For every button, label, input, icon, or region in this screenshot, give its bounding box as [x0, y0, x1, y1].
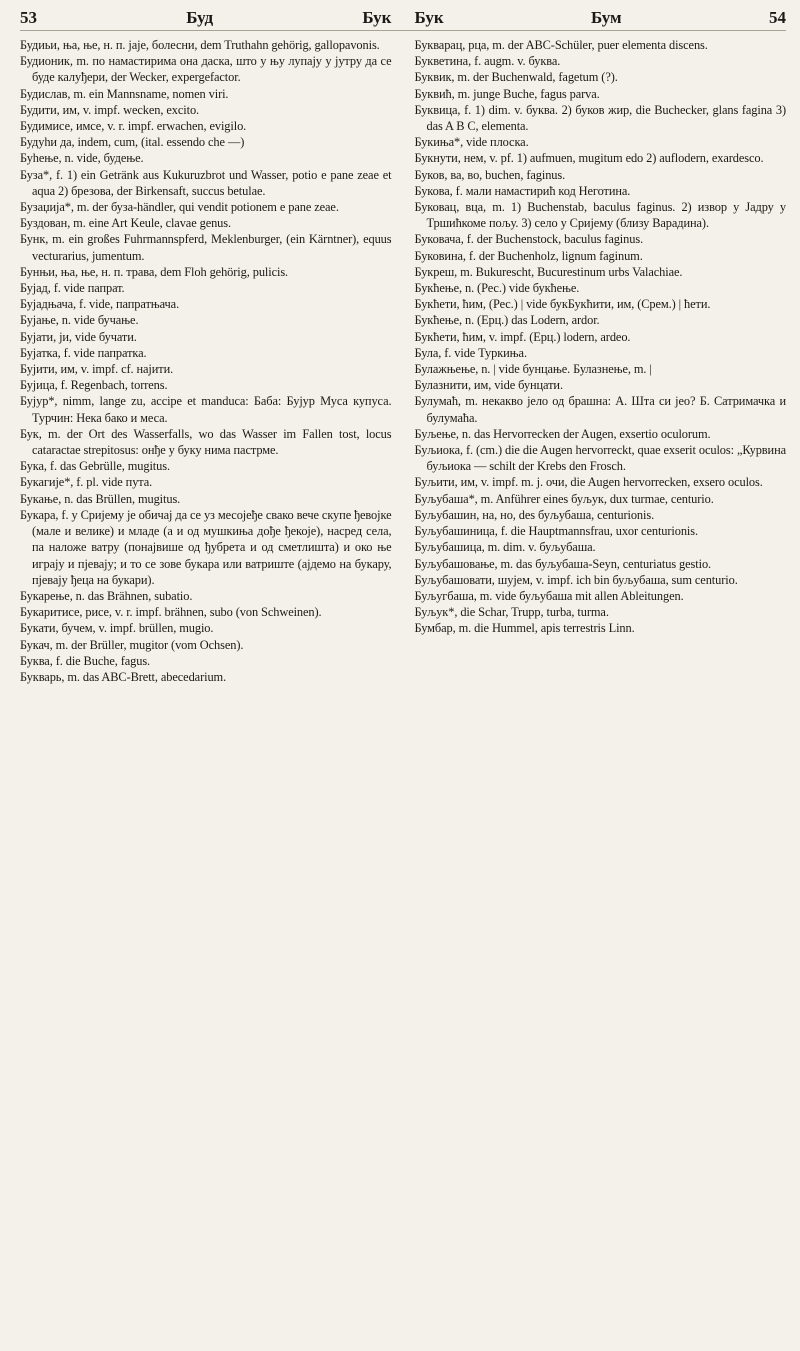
- dictionary-entry: Бујање, n. vide бучање.: [20, 313, 139, 328]
- guide-word-left-last: Бук: [362, 8, 392, 27]
- dictionary-entry: Буљење, n. das Hervorrecken der Augen, exsertio oculorum.: [414, 426, 711, 441]
- dictionary-entry: Буљубашин, на, но, des буљубаша, centurionis.: [414, 507, 655, 522]
- dictionary-entry: Буhење, n. vide, будење.: [20, 151, 144, 166]
- dictionary-entry: Була, f. vide Туркиња.: [414, 345, 527, 360]
- dictionary-entry: Буљити, им, v. impf. m. j. очи, die Augen hervorrecken, exsero oculos.: [414, 475, 763, 490]
- dictionary-entry: Бунк, m. ein großes Fuhrmannspferd, Meklenburger, (ein Kärntner), equus vecturarius, jumentum.: [20, 232, 392, 263]
- dictionary-entry: Буљубашовати, шујем, v. impf. ich bin буљубаша, sum centurio.: [414, 572, 738, 587]
- dictionary-entry: Букварац, рца, m. der ABC-Schüler, puer elementa discens.: [414, 38, 708, 52]
- dictionary-entry: Буљук*, die Schar, Trupp, turba, turma.: [414, 605, 609, 620]
- dictionary-entry: Будимисе, имсе, v. r. impf. erwachen, evigilo.: [20, 119, 247, 134]
- dictionary-entry: Букова, f. мали намастирић код Неготина.: [414, 183, 631, 198]
- dictionary-entry: Бујадњача, f. vide, папратњача.: [20, 297, 180, 312]
- dictionary-entry: Бунњи, ња, ње, н. п. трава, dem Floh gehörig, pulicis.: [20, 264, 289, 279]
- dictionary-entry: Букћење, n. (Ерц.) das Lodern, ardor.: [414, 313, 600, 328]
- dictionary-entry: Булумаћ, m. некакво јело од брашна: А. Шта си јео? Б. Сатримачка и булумаћа.: [414, 394, 786, 425]
- dictionary-entry: Буковац, вца, m. 1) Buchenstab, baculus faginus. 2) извор у Јадру у Тршићкоме пољу. 3) село у Сријему (близу Варадина).: [414, 200, 786, 231]
- dictionary-entry: Букара, f. у Сријему је обичај да се уз месојеђе свако вече скупе ђевојке (мале и велике) и младе (а и од мушкиња дође ђекоје), насред села, па наложе ватру (понајвише од ђубрета и од сметлишта) и око ње играју и пјевају; и то се зове букара или ватриште (ајдемо на букару, пјевају ђеца на букари).: [20, 507, 392, 587]
- dictionary-entry: Букћети, ћим, v. impf. (Ерц.) lodern, ardeo.: [414, 329, 631, 344]
- dictionary-entry: Буљугбаша, m. vide буљубаша mit allen Ableitungen.: [414, 588, 684, 603]
- dictionary-entry: Бујад, f. vide папрат.: [20, 281, 125, 296]
- guide-word-right-first: Бук: [414, 8, 444, 27]
- guide-word-right-last: Бум: [590, 8, 622, 27]
- dictionary-entry: Булажњење, n. | vide бунцање. Булазнење, m. |: [414, 362, 652, 377]
- left-column: [20, 37, 392, 685]
- dictionary-entry: Буљиока, f. (cm.) die die Augen hervorreckt, quae exserit oculos: „Курвина буљиока — schilt der Krebs den Frosch.: [414, 443, 786, 474]
- dictionary-entry: Букћење, n. (Рес.) vide букћење.: [414, 281, 580, 296]
- dictionary-entry: Букварь, m. das ABC-Brett, abecedarium.: [20, 669, 227, 684]
- dictionary-entry: Букарење, n. das Brähnen, subatio.: [20, 588, 193, 603]
- dictionary-entry: Буљубаша*, m. Anführer eines буљук, dux turmae, centurio.: [414, 491, 714, 506]
- dictionary-entry: Будислав, m. ein Mannsname, nomen viri.: [20, 86, 229, 101]
- dictionary-entry: Буквић, m. junge Buche, fagus parva.: [414, 86, 600, 101]
- dictionary-entry: Буковача, f. der Buchenstock, baculus faginus.: [414, 232, 644, 247]
- guide-word-left-first: Буд: [186, 8, 214, 27]
- dictionary-entry: Буквица, f. 1) dim. v. буква. 2) буков жир, die Buchecker, glans fagina 3) das A B C, elementa.: [414, 102, 786, 134]
- dictionary-entry: Булазнити, им, vide бунцати.: [414, 378, 563, 393]
- dictionary-entry: Букагије*, f. pl. vide пута.: [20, 475, 153, 490]
- dictionary-entry: Букветина, f. augm. v. буква.: [414, 54, 561, 69]
- dictionary-entry: Будити, им, v. impf. wecken, excito.: [20, 102, 200, 117]
- dictionary-entry: Буковина, f. der Buchenholz, lignum faginum.: [414, 248, 643, 263]
- dictionary-entry: Бујица, f. Regenbach, torrens.: [20, 378, 168, 393]
- dictionary-entry: Буков, ва, во, buchen, faginus.: [414, 167, 566, 182]
- dictionary-entry: Буљубашовање, m. das буљубаша-Seyn, centuriatus gestio.: [414, 556, 712, 571]
- dictionary-entry: Будионик, m. по намастирима она даска, што у њу лупају у јутру да се буде калуђери, der Wecker, expergefactor.: [20, 54, 392, 85]
- dictionary-entry: Бујати, ји, vide бучати.: [20, 329, 137, 344]
- page-number-right: 54: [768, 8, 786, 27]
- dictionary-entry: Бумбар, m. die Hummel, apis terrestris Linn.: [414, 621, 635, 636]
- dictionary-entry: Букач, m. der Brüller, mugitor (vom Ochsen).: [20, 637, 244, 652]
- running-head-left: [20, 8, 392, 28]
- dictionary-entry: Букнути, нем, v. pf. 1) aufmuen, mugitum edo 2) auflodern, exardesco.: [414, 151, 764, 166]
- dictionary-entry: Будиьи, ња, ње, н. п. jaje, бoлесни, dem Truthahn gehörig, gallopavonis.: [20, 38, 380, 52]
- page-number-left: 53: [20, 8, 37, 27]
- dictionary-entry: Буздован, m. eine Art Keule, clavae genus.: [20, 216, 232, 231]
- dictionary-entry: Буљубашиница, f. die Hauptmannsfrau, uxor centurionis.: [414, 524, 698, 539]
- dictionary-entry: Букаритисе, рисе, v. r. impf. brähnen, subo (von Schweinen).: [20, 605, 322, 620]
- dictionary-entry: Бука, f. das Gebrülle, mugitus.: [20, 459, 170, 474]
- dictionary-entry: Букреш, m. Bukurescht, Bucurestinum urbs Valachiae.: [414, 264, 683, 279]
- text-columns: [20, 37, 786, 685]
- dictionary-entry: Букање, n. das Brüllen, mugitus.: [20, 491, 181, 506]
- dictionary-entry: Будуhи да, indem, cum, (ital. essendo che —): [20, 135, 245, 150]
- dictionary-entry: Буква, f. die Buche, fagus.: [20, 653, 151, 668]
- dictionary-entry: Буза*, f. 1) ein Getränk aus Kukuruzbrot und Wasser, potio e pane zeae et aqua 2) брезова, der Birkensaft, succus betulae.: [20, 167, 392, 198]
- dictionary-entry: Букати, бучем, v. impf. brüllen, mugio.: [20, 621, 214, 636]
- dictionary-entry: Бук, m. der Ort des Wasserfalls, wo das Wasser im Fallen tost, locus cataractae strepitosus: онђе у буку нима пастрме.: [20, 426, 392, 458]
- dictionary-entry: Бујатка, f. vide папратка.: [20, 345, 147, 360]
- dictionary-entry: Бујити, им, v. impf. cf. најити.: [20, 362, 174, 377]
- right-column: [415, 37, 787, 685]
- dictionary-entry: Буљубашица, m. dim. v. буљубаша.: [414, 540, 596, 555]
- dictionary-entry: Бујур*, nimm, lange zu, accipe et manduca: Баба: Бујур Муса купуса. Турчин: Нека бако и меса.: [20, 394, 392, 425]
- running-head: [20, 8, 786, 31]
- dictionary-entry: Букиња*, vide плоска.: [414, 135, 529, 150]
- running-head-right: [415, 8, 787, 28]
- dictionary-entry: Букћети, ћим, (Рес.) | vide букБукћити, им, (Срем.) | ћети.: [414, 297, 711, 312]
- dictionary-entry: Буквик, m. der Buchenwald, fagetum (?).: [414, 70, 618, 85]
- dictionary-entry: Бузаџија*, m. der буза-händler, qui vendit potionem e pane zeae.: [20, 200, 339, 215]
